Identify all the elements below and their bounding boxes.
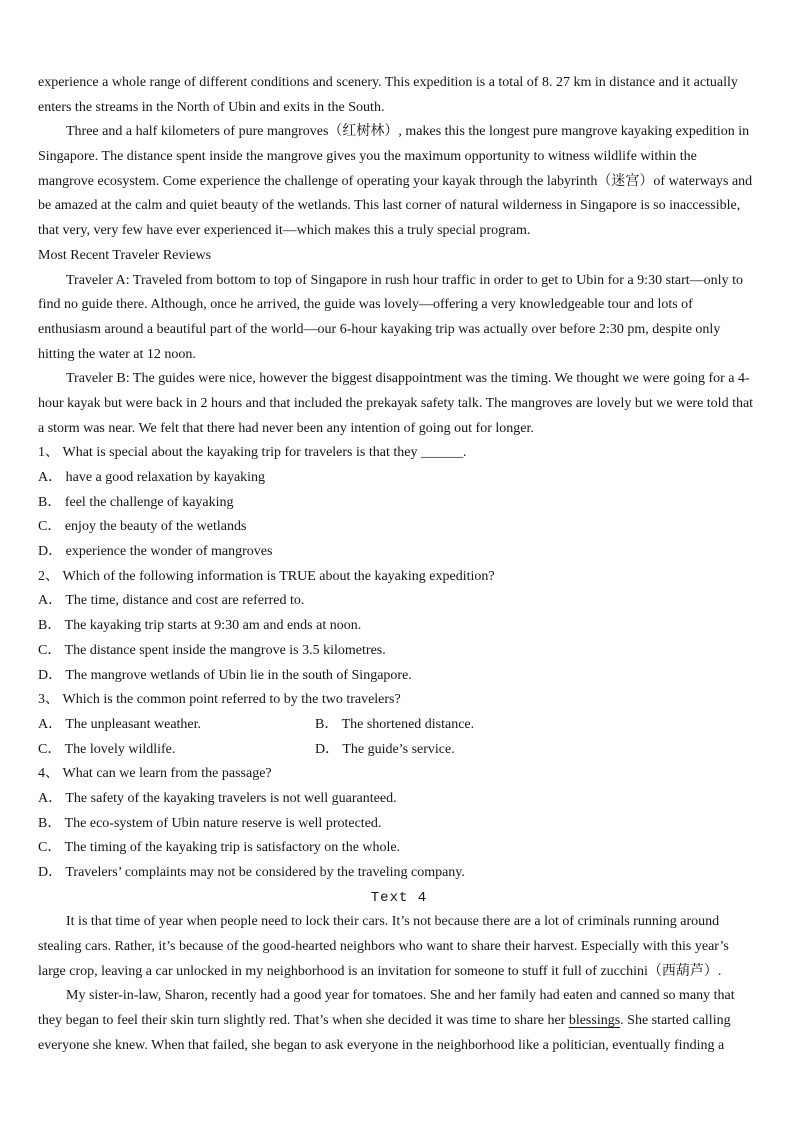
option-line: C． The timing of the kayaking trip is satisfactory on the whole.: [38, 840, 401, 856]
passage-line: Traveler B: The guides were nice, however the biggest disappointment was the timing. We thought we were going for a 4-: [66, 371, 750, 387]
passage-line: stealing cars. Rather, it’s because of the good-hearted neighbors who want to share their harvest. Especially with this year’s: [38, 939, 729, 955]
question-line: 4、 What can we learn from the passage?: [38, 766, 272, 782]
option-right: B． The shortened distance.: [315, 716, 475, 732]
passage-line: enthusiasm around a beautiful part of the world—our 6-hour kayaking trip was actually over before 2:30 pm, despite only: [38, 321, 721, 337]
passage-line: hitting the water at 12 noon.: [38, 346, 196, 362]
passage-line: It is that time of year when people need to lock their cars. It’s not because there are a lot of criminals running around: [66, 914, 720, 930]
passage-line: Three and a half kilometers of pure mangroves（红树林）, makes this the longest pure mangrove kayaking expedition in: [66, 124, 750, 140]
option-line: A． The safety of the kayaking travelers is not well guaranteed.: [38, 790, 397, 806]
option-left: A． The unpleasant weather.: [38, 716, 202, 732]
passage-line: experience a whole range of different conditions and scenery. This expedition is a total of 8. 27 km in distance and it actually: [38, 75, 738, 90]
option-line: A． The time, distance and cost are referred to.: [38, 593, 305, 609]
passage-line: hour kayak but were back in 2 hours and that included the prekayak safety talk. The mangroves are lovely but we were told that: [38, 395, 754, 411]
passage-line: mangrove ecosystem. Come experience the challenge of operating your kayak through the labyrinth（迷宫）of waterways and: [38, 173, 753, 189]
underlined-word: blessings: [568, 1013, 621, 1029]
option-line: C． enjoy the beauty of the wetlands: [38, 519, 247, 535]
option-left: C． The lovely wildlife.: [38, 741, 176, 757]
option-line: A． have a good relaxation by kayaking: [38, 470, 266, 485]
document-body: [38, 71, 760, 1059]
options-row: [38, 713, 760, 738]
passage-text: . She started calling: [620, 1013, 731, 1029]
passage-line: everyone she knew. When that failed, she began to ask everyone in the neighborhood like a politician, eventually finding a: [38, 1037, 725, 1053]
question-line: 3、 Which is the common point referred to by the two travelers?: [38, 692, 401, 708]
passage-line: large crop, leaving a car unlocked in my neighborhood is an invitation for someone to stuff it full of zucchini（西葫芦）.: [38, 963, 722, 979]
option-line: B． feel the challenge of kayaking: [38, 494, 234, 510]
passage-line: that very, very few have ever experienced it—which makes this a truly special program.: [38, 223, 531, 239]
passage-line: enters the streams in the North of Ubin and exits in the South.: [38, 99, 385, 115]
section-heading: Text 4: [370, 889, 428, 906]
option-line: D． experience the wonder of mangroves: [38, 544, 273, 560]
question-line: 1、 What is special about the kayaking trip for travelers is that they ______.: [38, 445, 467, 461]
passage-line: be amazed at the calm and quiet beauty of the wetlands. This last corner of natural wilderness in Singapore is so inaccessible,: [38, 198, 741, 214]
passage-line: Singapore. The distance spent inside the mangrove gives you the maximum opportunity to witness wildlife within the: [38, 149, 697, 165]
passage-line: find no guide there. Although, once he arrived, the guide was lovely—offering a very knowledgeable tour and lots of: [38, 297, 693, 313]
option-line: B． The eco-system of Ubin nature reserve is well protected.: [38, 815, 382, 831]
passage-line: a storm was near. We felt that there had never been any intention of going out for longer.: [38, 420, 534, 436]
question-line: 2、 Which of the following information is TRUE about the kayaking expedition?: [38, 568, 495, 584]
passage-text: they began to feel their skin turn slightly red. That’s when she decided it was time to share her: [38, 1013, 569, 1029]
options-row: [38, 738, 760, 763]
passage-line: My sister-in-law, Sharon, recently had a good year for tomatoes. She and her family had eaten and canned so many that: [66, 988, 735, 1004]
option-line: D． Travelers’ complaints may not be considered by the traveling company.: [38, 865, 465, 880]
option-line: C． The distance spent inside the mangrove is 3.5 kilometres.: [38, 642, 386, 658]
option-line: D． The mangrove wetlands of Ubin lie in the south of Singapore.: [38, 667, 412, 683]
passage-line: Most Recent Traveler Reviews: [38, 247, 212, 263]
option-right: D． The guide’s service.: [315, 741, 455, 757]
option-line: B． The kayaking trip starts at 9:30 am and ends at noon.: [38, 618, 362, 634]
passage-line: [38, 1009, 760, 1034]
passage-line: Traveler A: Traveled from bottom to top of Singapore in rush hour traffic in order to get to Ubin for a 9:30 start—only to: [66, 272, 743, 288]
